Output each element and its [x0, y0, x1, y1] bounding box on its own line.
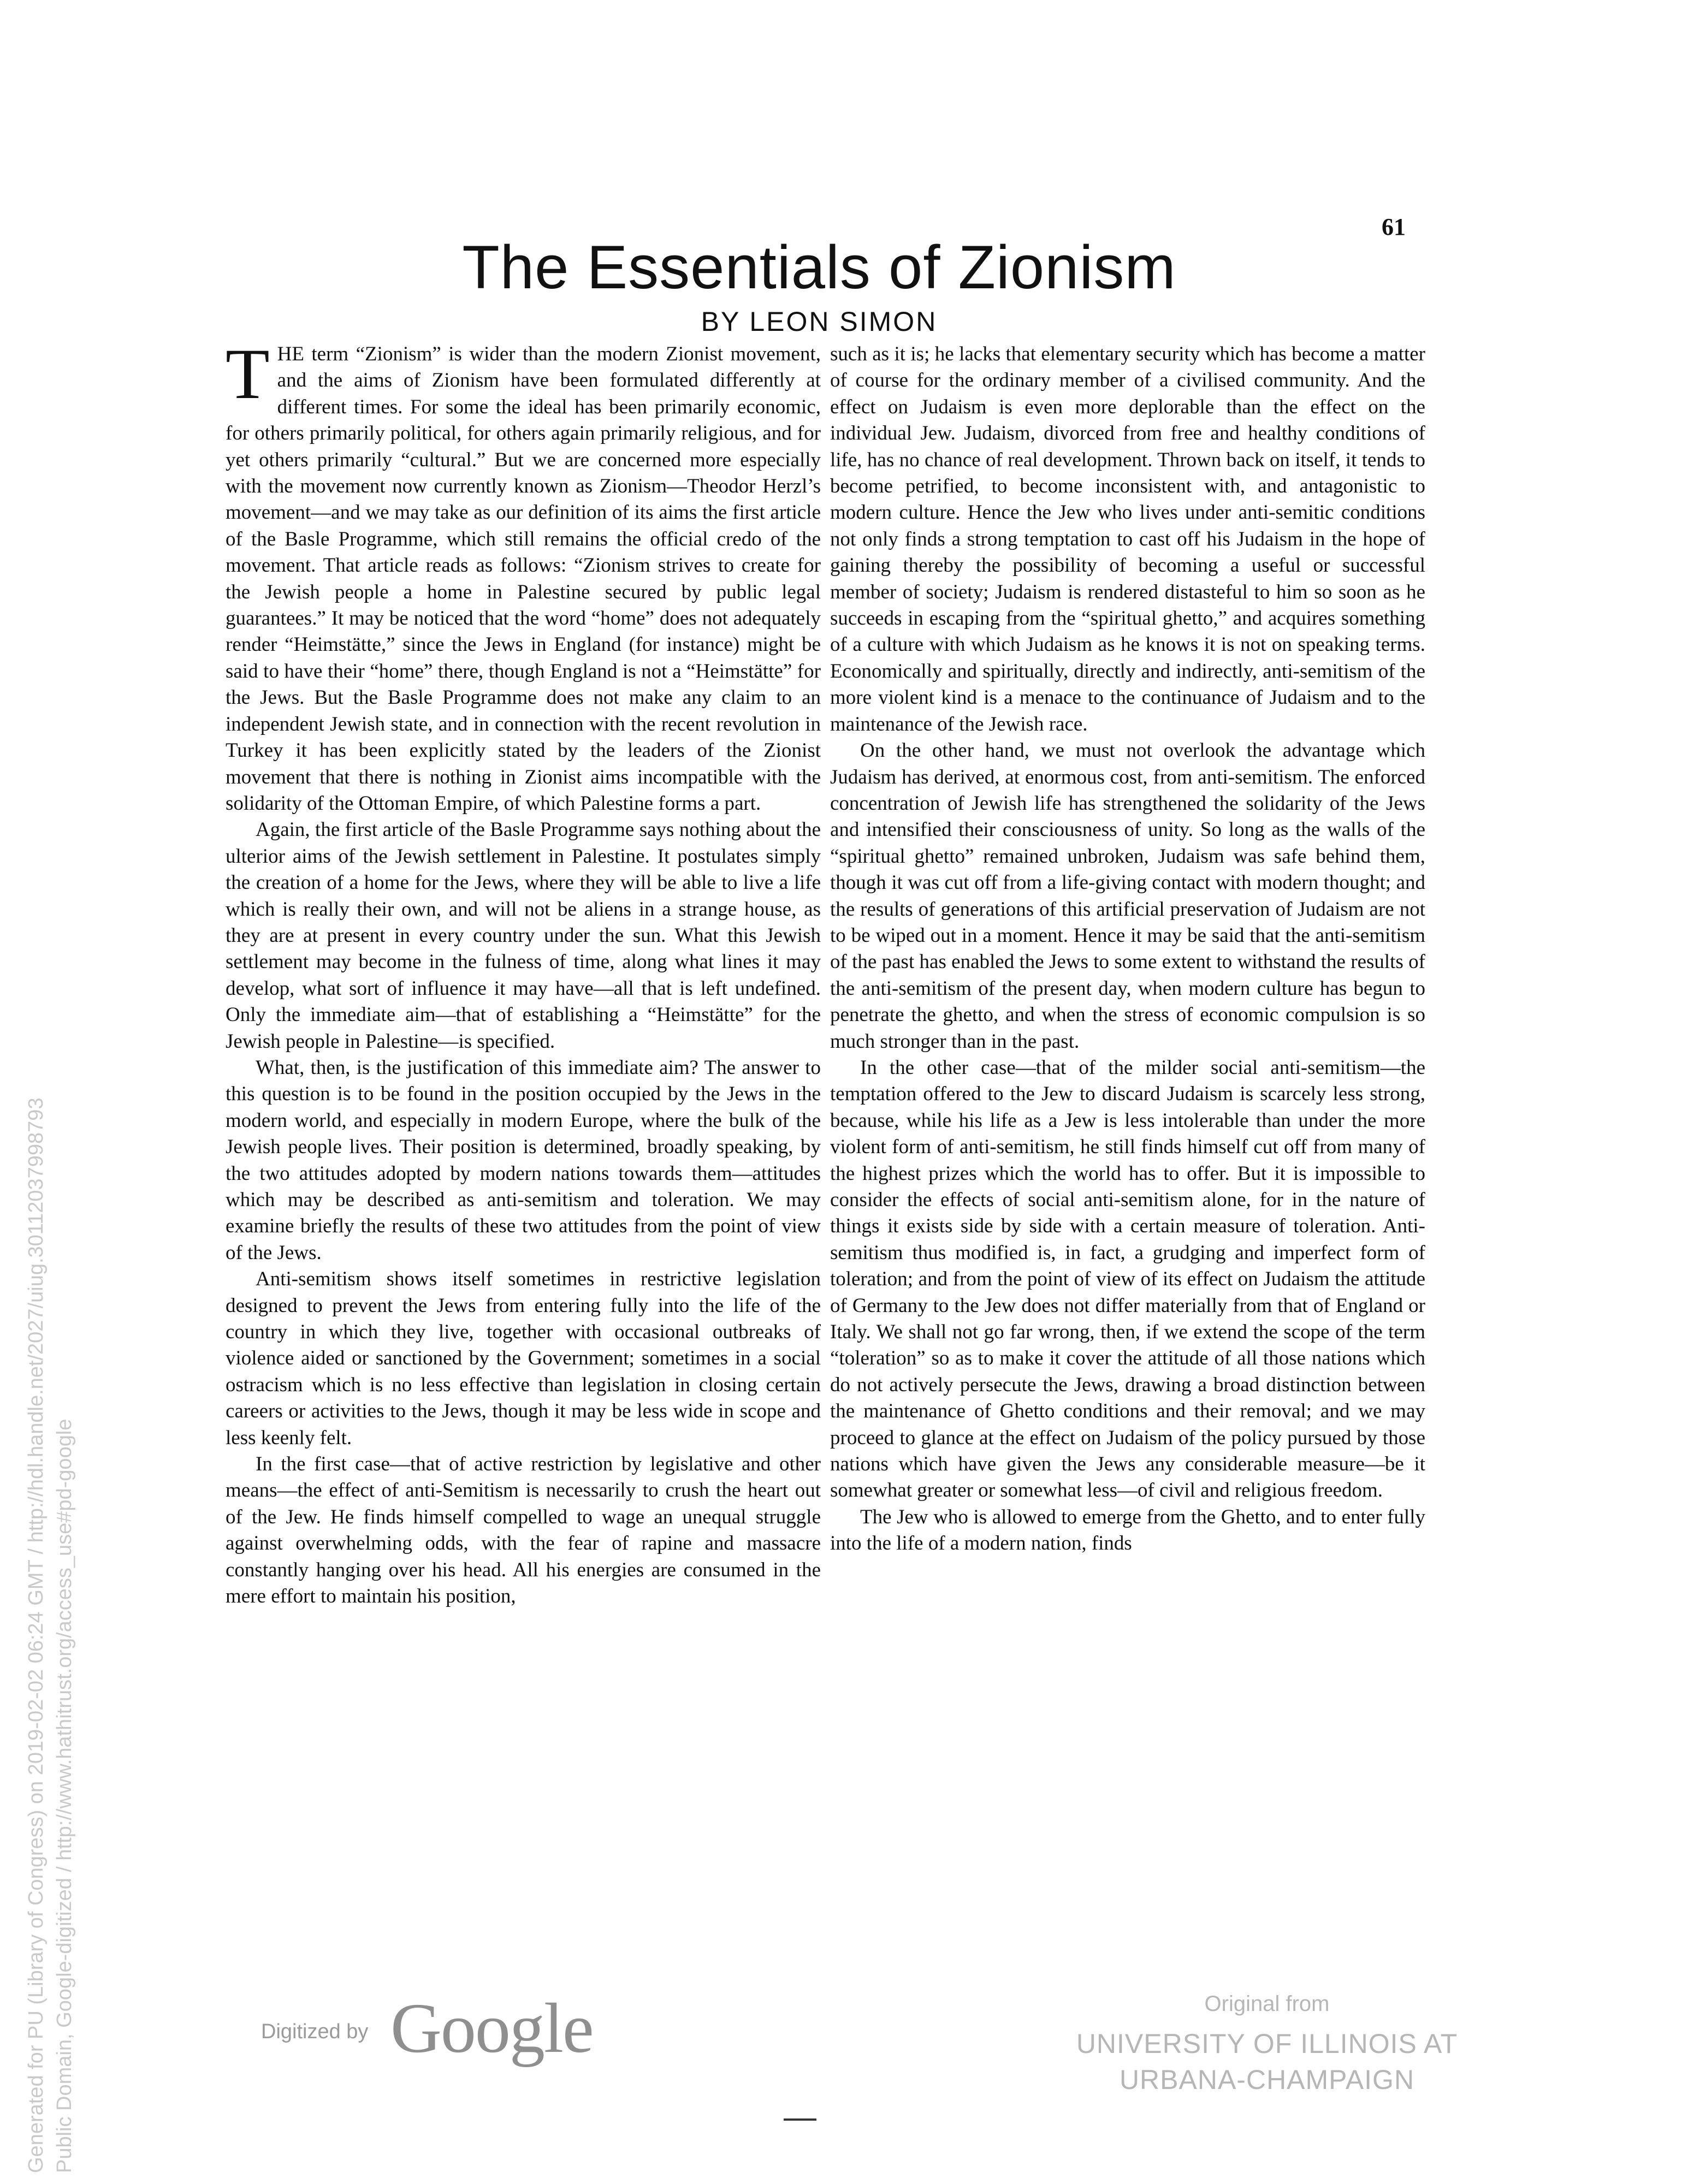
watermark-line: Generated for PU (Library of Congress) on 2019-02-02 06:24 GMT / http://hdl.handle.net/2027/uiug.30112037998793 — [25, 1097, 48, 2173]
paragraph: The Jew who is allowed to emerge from the Ghetto, and to enter fully into the life of a modern nation, finds — [830, 1505, 1425, 1555]
paragraph: Again, the first article of the Basle Programme says nothing about the ulterior aims of the Jewish settlement in Palestine. It postulates simply the creation of a home for the Jews, where they will be able to live a life which is really their own, and will not be aliens in a strange house, as they are at present in every country under the sun. What this Jewish settlement may become in the fulness of time, along what lines it may develop, what sort of influence it may have—all that is left undefined. Only the immediate aim—that of establishing a “Heimstätte” for the Jewish people in Palestine—is specified. — [226, 818, 821, 1053]
hathitrust-watermark — [22, 808, 79, 2173]
digitized-by-label: Digitized by — [261, 2020, 369, 2043]
page-number: 61 — [1382, 213, 1406, 240]
original-from-label: Original from — [1204, 1992, 1330, 2016]
paragraph-text: HE term “Zionism” is wider than the modern Zionist movement, and the aims of Zionism have been formulated differently at different times. For some the ideal has been primarily economic, for others primarily political, for others again primarily religious, and for yet others primarily “cultural.” But we are concerned more especially with the movement now currently known as Zionism—Theodor Herzl’s movement—and we may take as our definition of its aims the first article of the Basle Programme, which still remains the official credo of the movement. That article reads as follows: “Zionism strives to create for the Jewish people a home in Palestine secured by public legal guarantees.” It may be noticed that the word “home” does not adequately render “Heimstätte,” since the Jews in England (for instance) might be said to have their “home” there, though England is not a “Heimstätte” for the Jews. But the Basle Programme does not make any claim to an independent Jewish state, and in connection with the recent revolution in Turkey it has been explicitly stated by the leaders of the Zionist movement that there is nothing in Zionist aims incompatible with the solidarity of the Ottoman Empire, of which Palestine forms a part. — [226, 343, 821, 815]
page-mark — [784, 2118, 816, 2121]
paragraph: In the other case—that of the milder social anti-semitism—the temptation offered to the Jew to discard Judaism is scarcely less strong, because, while his life as a Jew is less intolerable than under the more violent form of anti-semitism, he still finds himself cut off from many of the highest prizes which the world has to offer. But it is impossible to consider the effects of social anti-semitism alone, for in the nature of things it exists side by side with a certain measure of toleration. Anti-semitism thus modified is, in fact, a grudging and imperfect form of toleration; and from the point of view of its effect on Judaism the attitude of Germany to the Jew does not differ materially from that of England or Italy. We shall not go far wrong, then, if we extend the scope of the term “toleration” so as to make it cover the attitude of all those nations which do not actively persecute the Jews, drawing a broad distinction between the maintenance of Ghetto conditions and their removal; and we may proceed to glance at the effect on Judaism of the policy pursued by those nations which have given the Jews any considerable measure—be it somewhat greater or somewhat less—of civil and religious freedom. — [830, 1056, 1425, 1502]
left-column — [226, 341, 821, 1930]
paragraph: Anti-semitism shows itself sometimes in restrictive legislation designed to prevent the Jews from entering fully into the life of the country in which they live, together with occasional outbreaks of violence aided or sanctioned by the Government; sometimes in a social ostracism which is no less effective than legislation in closing certain careers or activities to the Jews, though it may be less wide in scope and less keenly felt. — [226, 1268, 821, 1449]
university-line: UNIVERSITY OF ILLINOIS AT — [1076, 2028, 1458, 2059]
original-source — [1021, 1982, 1513, 2098]
paragraph: On the other hand, we must not overlook the advantage which Judaism has derived, at enormous cost, from anti-semitism. The enforced concentration of Jewish life has strengthened the solidarity of the Jews and intensified their consciousness of unity. So long as the walls of the “spiritual ghetto” remained unbroken, Judaism was safe behind them, though it was cut off from a life-giving contact with modern thought; and the results of generations of this artificial preservation of Judaism are not to be wiped out in a moment. Hence it may be said that the anti-semitism of the past has enabled the Jews to some extent to withstand the results of the anti-semitism of the present day, when modern culture has begun to penetrate the ghetto, and when the stress of economic compulsion is so much stronger than in the past. — [830, 739, 1425, 1053]
paragraph: In the first case—that of active restriction by legislative and other means—the effect of anti-Semitism is necessarily to crush the heart out of the Jew. He finds himself compelled to wage an unequal struggle against overwhelming odds, with the fear of rapine and massacre constantly hanging over his head. All his energies are consumed in the mere effort to maintain his position, — [226, 1453, 821, 1608]
paragraph — [226, 341, 821, 817]
watermark-line: Public Domain, Google-digitized / http://www.hathitrust.org/access_use#pd-google — [53, 1419, 76, 2173]
university-line: URBANA-CHAMPAIGN — [1119, 2064, 1415, 2095]
paragraph: What, then, is the justification of this immediate aim? The answer to this question is to be found in the position occupied by the Jews in the modern world, and especially in modern Europe, where the bulk of the Jewish people lives. Their position is determined, broadly speaking, by the two attitudes adopted by modern nations towards them—attitudes which may be described as anti-semitism and toleration. We may examine briefly the results of these two attitudes from the point of view of the Jews. — [226, 1056, 821, 1264]
paragraph: such as it is; he lacks that elementary security which has become a matter of course for the ordinary member of a civilised community. And the effect on Judaism is even more deplorable than the effect on the individual Jew. Judaism, divorced from free and healthy conditions of life, has no chance of real development. Thrown back on itself, it tends to become petrified, to become inconsistent with, and antagonistic to modern culture. Hence the Jew who lives under anti-semitic conditions not only finds a strong temptation to cast off his Judaism in the hope of gaining thereby the possibility of becoming a useful or successful member of society; Judaism is rendered distasteful to him so soon as he succeeds in escaping from the “spiritual ghetto,” and acquires something of a culture with which Judaism as he knows it is not on speaking terms. Economically and spiritually, directly and indirectly, anti-semitism of the more violent kind is a menace to the continuance of Judaism and to the maintenance of the Jewish race. — [830, 343, 1425, 735]
drop-cap: T — [226, 341, 270, 414]
right-column — [830, 341, 1425, 1930]
article-byline: BY LEON SIMON — [701, 306, 938, 337]
article-title: The Essentials of Zionism — [462, 233, 1176, 301]
google-logo: Google — [390, 1989, 593, 2068]
